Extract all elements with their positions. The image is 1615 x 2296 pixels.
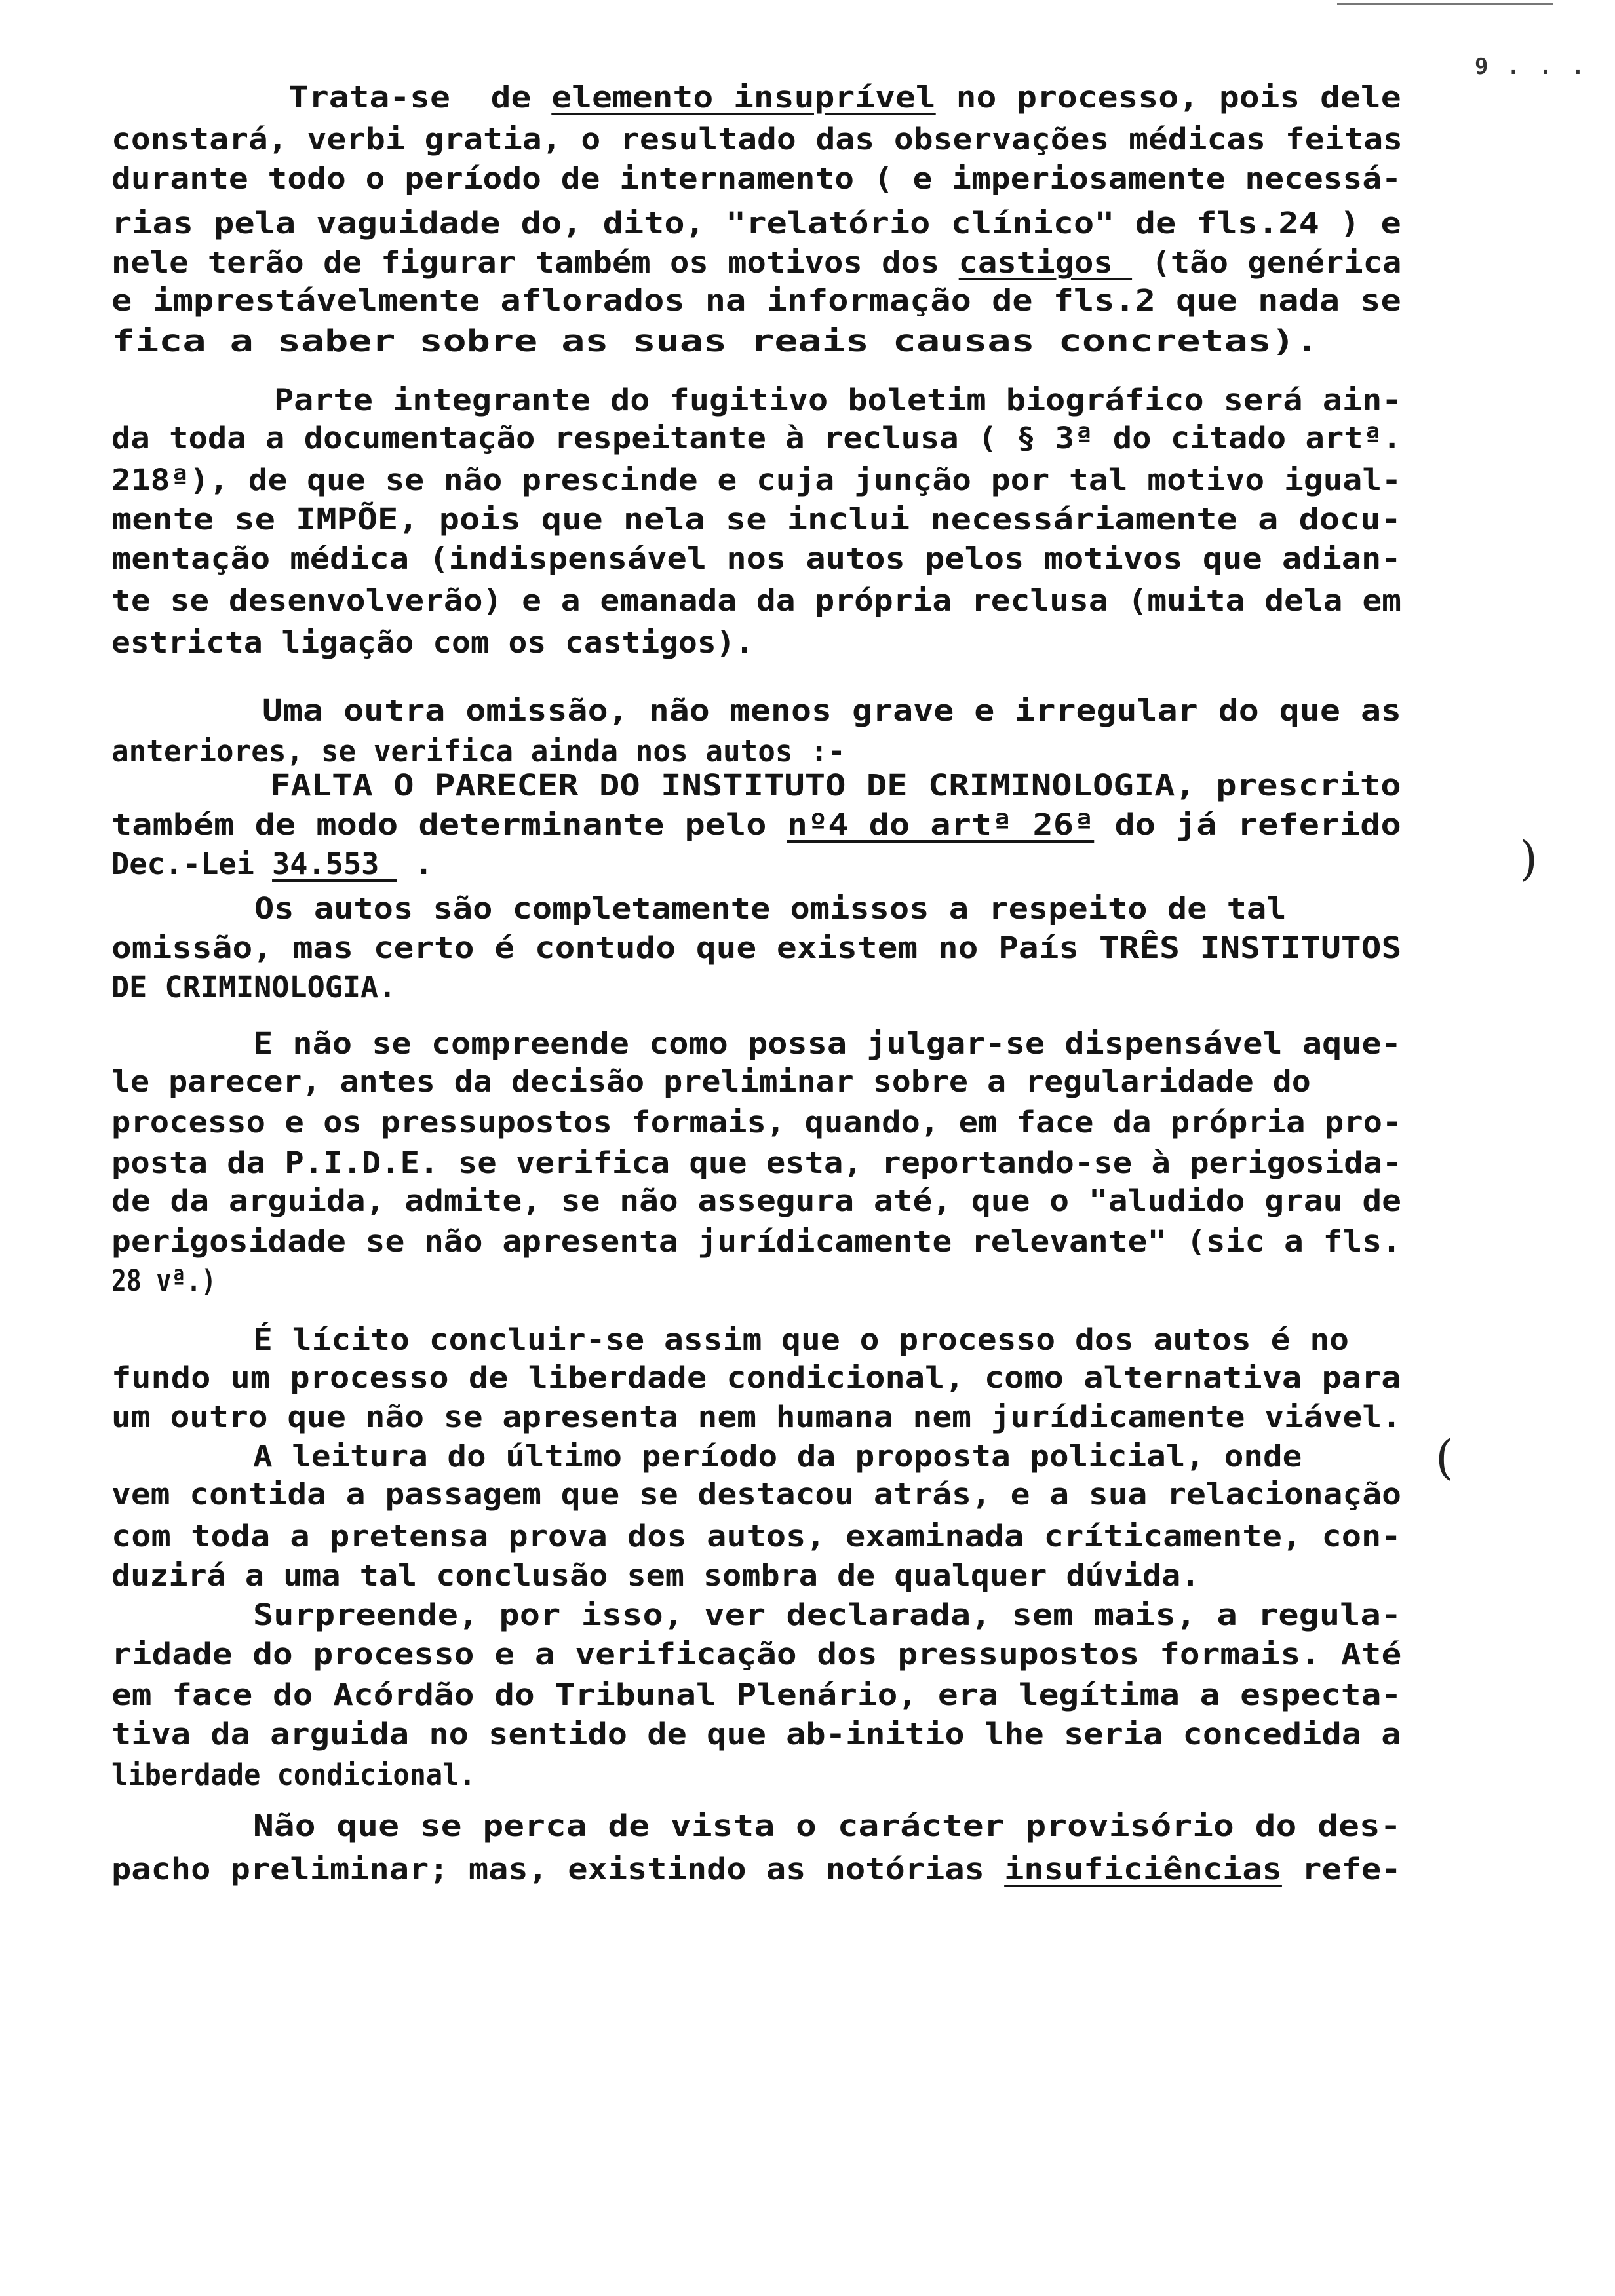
page-number: 9 . . . (1475, 54, 1587, 80)
text-line: 28 vª.) (111, 1263, 216, 1298)
text-line: Trata-se de elemento insuprível no processo, pois dele (288, 80, 1401, 115)
text-line: da toda a documentação respeitante à reclusa ( § 3ª do citado artª. (111, 421, 1402, 455)
text-line: constará, verbi gratia, o resultado das observações médicas feitas (111, 122, 1403, 157)
text-line: Os autos são completamente omissos a respeito de tal (254, 891, 1287, 926)
text-line: durante todo o período de internamento ( e imperiosamente necessá- (111, 161, 1401, 196)
text-line: Não que se perca de vista o carácter provisório do des- (253, 1808, 1401, 1843)
text-line: nele terão de figurar também os motivos dos castigos (tão genérica (111, 245, 1402, 280)
underlined-phrase: insuficiências (1004, 1852, 1282, 1886)
underlined-phrase: elemento insuprível (551, 80, 936, 115)
text-line: também de modo determinante pelo nº4 do artª 26ª do já referido (111, 807, 1401, 842)
text-line: FALTA O PARECER DO INSTITUTO DE CRIMINOLOGIA, prescrito (270, 768, 1401, 803)
text-line: fundo um processo de liberdade condicional, como alternativa para (111, 1360, 1401, 1395)
text-line: anteriores, se verifica ainda nos autos :- (111, 734, 846, 769)
text-line: Dec.-Lei 34.553 . (111, 847, 433, 881)
text-line: em face do Acórdão do Tribunal Plenário, era legítima a espectа- (111, 1677, 1402, 1712)
text-line: pacho preliminar; mas, existindo as notórias insuficiências refe- (111, 1852, 1401, 1886)
text-line: de da arguida, admite, se não assegura até, que o "aludido grau de (111, 1183, 1401, 1218)
text-line: rias pela vaguidade do, dito, "relatório clínico" de fls.24 ) e (111, 206, 1401, 240)
text-line: vem contida a passagem que se destacou atrás, e a sua relacionação (111, 1477, 1401, 1512)
text-line: perigosidade se não apresenta jurídicamente relevante" (sic a fls. (111, 1224, 1401, 1259)
text-line: e imprestávelmente aflorados na informação de fls.2 que nada se (111, 283, 1401, 318)
text-line: Uma outra omissão, não menos grave e irregular do que as (262, 693, 1402, 728)
text-line: te se desenvolverão) e a emanada da própria reclusa (muita dela em (111, 583, 1401, 618)
text-line: Surpreende, por isso, ver declarada, sem mais, a regula- (253, 1598, 1402, 1632)
text-line: liberdade condicional. (111, 1757, 476, 1792)
text-line: A leitura do último período da proposta policial, onde (253, 1439, 1302, 1474)
scan-edge-line (1337, 3, 1553, 5)
text-line: le parecer, antes da decisão preliminar sobre a regularidade do (111, 1064, 1311, 1099)
text-line: E não se compreende como possa julgar-se dispensável aque- (253, 1026, 1401, 1061)
text-line: com toda a pretensa prova dos autos, examinada críticamente, con- (111, 1519, 1401, 1554)
text-line: duzirá a uma tal conclusão sem sombra de qualquer dúvida. (111, 1558, 1200, 1593)
text-line: DE CRIMINOLOGIA. (111, 970, 397, 1004)
margin-mark-right: ) (1519, 831, 1538, 886)
text-line: um outro que não se apresenta nem humana nem jurídicamente viável. (111, 1400, 1401, 1434)
text-line: É lícito concluir-se assim que o processo dos autos é no (253, 1322, 1350, 1357)
text-line: ridade do processo e a verificação dos pressupostos formais. Até (111, 1637, 1402, 1672)
margin-mark-curve: ( (1435, 1430, 1454, 1485)
underlined-phrase: castigos (958, 245, 1133, 280)
text-line: processo e os pressupostos formais, quando, em face da própria pro- (111, 1105, 1402, 1139)
text-line: Parte integrante do fugitivo boletim biográfico será ain- (274, 383, 1402, 417)
text-line: tiva da arguida no sentido de que ab-initio lhe seria concedida a (111, 1717, 1401, 1751)
text-line: posta da P.I.D.E. se verifica que esta, reportando-se à perigosida- (111, 1145, 1402, 1180)
text-line: estricta ligação com os castigos). (111, 625, 754, 660)
text-line: mente se IMPÕE, pois que nela se inclui necessáriamente a docu- (111, 502, 1401, 537)
text-line: 218ª), de que se não prescinde e cuja junção por tal motivo igual- (111, 463, 1401, 497)
text-line: mentação médica (indispensável nos autos pelos motivos que adian- (111, 541, 1401, 576)
underlined-phrase: 34.553 (272, 847, 397, 881)
text-line: fica a saber sobre as suas reais causas concretas). (111, 324, 1319, 358)
text-line: omissão, mas certo é contudo que existem no País TRÊS INSTITUTOS (111, 930, 1402, 965)
underlined-phrase: nº4 do artª 26ª (787, 807, 1095, 842)
